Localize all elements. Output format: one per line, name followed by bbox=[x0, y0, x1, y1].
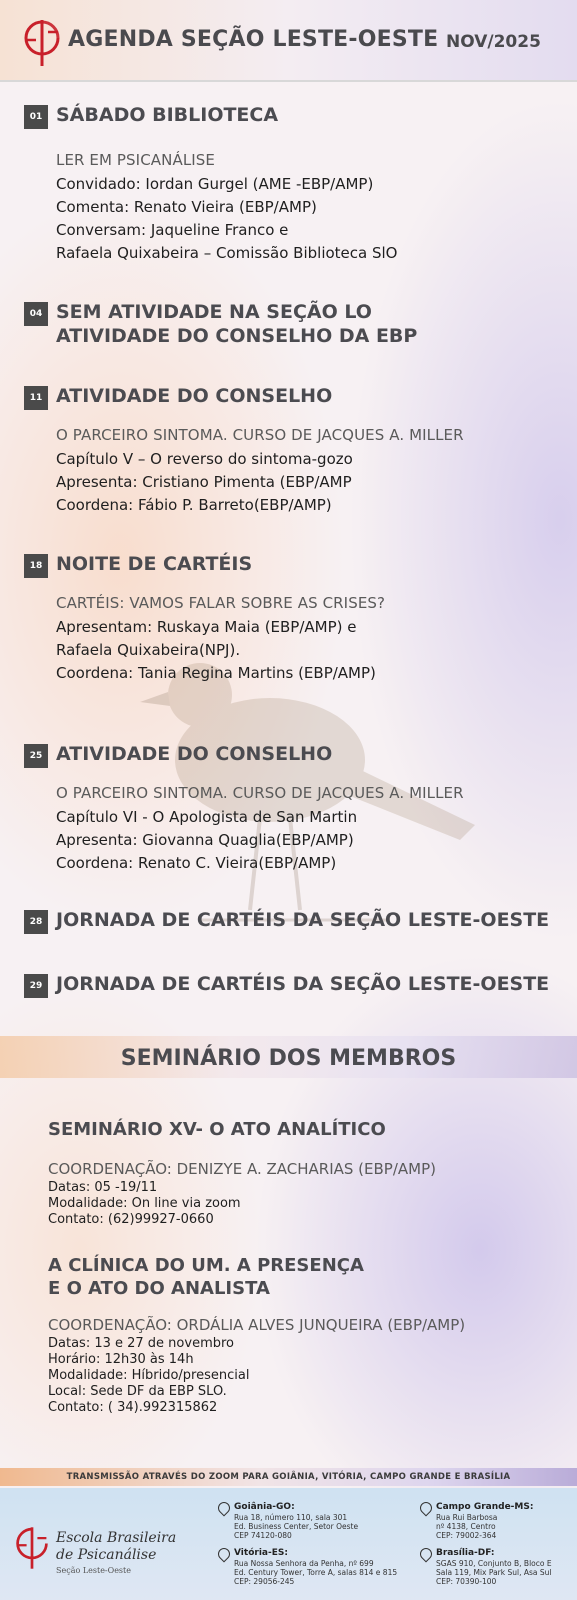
address-goiania bbox=[218, 1502, 388, 1542]
day-badge: 11 bbox=[24, 386, 48, 410]
seminar-heading: SEMINÁRIO DOS MEMBROS bbox=[120, 1046, 457, 1071]
address-line: CEP 74120-080 bbox=[234, 1531, 292, 1540]
address-campo-grande bbox=[420, 1502, 570, 1542]
seminar-line: Datas: 05 -19/11 bbox=[48, 1180, 158, 1195]
seminar-coordination: COORDENAÇÃO: DENIZYE A. ZACHARIAS (EBP/AMP) bbox=[48, 1160, 436, 1178]
event-title: SÁBADO BIBLIOTECA bbox=[56, 104, 279, 126]
address-city: Vitória-ES: bbox=[234, 1548, 288, 1558]
location-pin-icon bbox=[418, 1546, 435, 1563]
seminar-line: Datas: 13 e 27 de novembro bbox=[48, 1336, 234, 1351]
seminar-line: Horário: 12h30 às 14h bbox=[48, 1352, 194, 1367]
event-01 bbox=[24, 103, 564, 273]
day-badge: 25 bbox=[24, 744, 48, 768]
brand-name-line2: de Psicanálise bbox=[56, 1547, 157, 1563]
event-subtitle: LER EM PSICANÁLISE bbox=[56, 151, 215, 169]
event-line: Rafaela Quixabeira(NPJ). bbox=[56, 641, 241, 659]
page-title: AGENDA SEÇÃO LESTE-OESTE bbox=[68, 27, 439, 52]
event-line: Comenta: Renato Vieira (EBP/AMP) bbox=[56, 198, 317, 216]
seminar-title: A CLÍNICA DO UM. A PRESENÇA bbox=[48, 1255, 364, 1276]
location-pin-icon bbox=[418, 1500, 435, 1517]
address-line: Sala 119, Mix Park Sul, Asa Sul bbox=[436, 1568, 552, 1577]
event-line: Capítulo VI - O Apologista de San Martin bbox=[56, 808, 358, 826]
address-line: CEP: 79002-364 bbox=[436, 1531, 497, 1540]
event-18 bbox=[24, 552, 564, 682]
day-badge: 18 bbox=[24, 554, 48, 578]
event-line: Coordena: Tania Regina Martins (EBP/AMP) bbox=[56, 664, 376, 682]
event-line: Apresenta: Cristiano Pimenta (EBP/AMP bbox=[56, 473, 352, 491]
event-title: JORNADA DE CARTÉIS DA SEÇÃO LESTE-OESTE bbox=[56, 909, 550, 931]
day-badge: 28 bbox=[24, 910, 48, 934]
address-line: Ed. Century Tower, Torre A, salas 814 e 815 bbox=[234, 1568, 398, 1577]
address-vitoria bbox=[218, 1548, 398, 1588]
address-city: Campo Grande-MS: bbox=[436, 1502, 534, 1512]
seminar-line: Modalidade: Híbrido/presencial bbox=[48, 1368, 250, 1383]
address-line: Rua Rui Barbosa bbox=[436, 1513, 498, 1522]
address-line: CEP: 70390-100 bbox=[436, 1577, 497, 1586]
event-line: Capítulo V – O reverso do sintoma-gozo bbox=[56, 450, 353, 468]
event-line: Convidado: Iordan Gurgel (AME -EBP/AMP) bbox=[56, 175, 374, 193]
event-subtitle: O PARCEIRO SINTOMA. CURSO DE JACQUES A. MILLER bbox=[56, 784, 464, 802]
event-11 bbox=[24, 384, 564, 514]
event-title: ATIVIDADE DO CONSELHO bbox=[56, 385, 333, 407]
address-line: SGAS 910, Conjunto B, Bloco E bbox=[436, 1559, 552, 1568]
seminar-coordination: COORDENAÇÃO: ORDÁLIA ALVES JUNQUEIRA (EBP/AMP) bbox=[48, 1316, 466, 1334]
location-pin-icon bbox=[216, 1546, 233, 1563]
event-subtitle: CARTÉIS: VAMOS FALAR SOBRE AS CRISES? bbox=[56, 594, 386, 612]
seminar-line: Local: Sede DF da EBP SLO. bbox=[48, 1384, 227, 1399]
event-title: JORNADA DE CARTÉIS DA SEÇÃO LESTE-OESTE bbox=[56, 973, 550, 995]
address-line: Rua Nossa Senhora da Penha, nº 699 bbox=[234, 1559, 374, 1568]
day-badge: 29 bbox=[24, 974, 48, 998]
ebp-logo-icon bbox=[22, 18, 62, 68]
event-line: Coordena: Renato C. Vieira(EBP/AMP) bbox=[56, 854, 337, 872]
address-line: Rua 18, número 110, sala 301 bbox=[234, 1513, 348, 1522]
event-line: Apresentam: Ruskaya Maia (EBP/AMP) e bbox=[56, 618, 357, 636]
event-subtitle: O PARCEIRO SINTOMA. CURSO DE JACQUES A. MILLER bbox=[56, 426, 464, 444]
address-line: nº 4138, Centro bbox=[436, 1522, 496, 1531]
brand-name-line1: Escola Brasileira bbox=[56, 1530, 177, 1546]
event-title-line2: ATIVIDADE DO CONSELHO DA EBP bbox=[56, 325, 418, 347]
event-title: NOITE DE CARTÉIS bbox=[56, 553, 253, 575]
seminar-title-line2: E O ATO DO ANALISTA bbox=[48, 1278, 270, 1299]
event-line: Conversam: Jaqueline Franco e bbox=[56, 221, 289, 239]
event-title: SEM ATIVIDADE NA SEÇÃO LO bbox=[56, 301, 372, 323]
header bbox=[0, 0, 577, 82]
brand-name-line3: Seção Leste-Oeste bbox=[56, 1566, 131, 1575]
header-month: NOV/2025 bbox=[446, 32, 541, 52]
seminar-line: Contato: ( 34).992315862 bbox=[48, 1400, 218, 1415]
address-line: Ed. Business Center, Setor Oeste bbox=[234, 1522, 359, 1531]
event-line: Rafaela Quixabeira – Comissão Biblioteca SlO bbox=[56, 244, 398, 262]
location-pin-icon bbox=[216, 1500, 233, 1517]
seminar-line: Modalidade: On line via zoom bbox=[48, 1196, 241, 1211]
address-brasilia bbox=[420, 1548, 570, 1588]
event-29 bbox=[24, 972, 564, 1002]
seminar-title: SEMINÁRIO XV- O ATO ANALÍTICO bbox=[48, 1119, 386, 1140]
day-badge: 01 bbox=[24, 105, 48, 129]
transmission-note: TRANSMISSÃO ATRAVÉS DO ZOOM PARA GOIÂNIA, VITÓRIA, CAMPO GRANDE E BRASÍLIA bbox=[66, 1472, 511, 1482]
event-title: ATIVIDADE DO CONSELHO bbox=[56, 743, 333, 765]
event-25 bbox=[24, 742, 564, 872]
address-city: Goiânia-GO: bbox=[234, 1502, 295, 1512]
event-04 bbox=[24, 300, 564, 355]
event-line: Apresenta: Giovanna Quaglia(EBP/AMP) bbox=[56, 831, 354, 849]
seminar-line: Contato: (62)99927-0660 bbox=[48, 1212, 214, 1227]
ebp-footer-logo-icon bbox=[14, 1524, 50, 1572]
address-line: CEP: 29056-245 bbox=[234, 1577, 295, 1586]
address-city: Brasília-DF: bbox=[436, 1548, 495, 1558]
event-28 bbox=[24, 908, 564, 938]
event-line: Coordena: Fábio P. Barreto(EBP/AMP) bbox=[56, 496, 332, 514]
day-badge: 04 bbox=[24, 302, 48, 326]
